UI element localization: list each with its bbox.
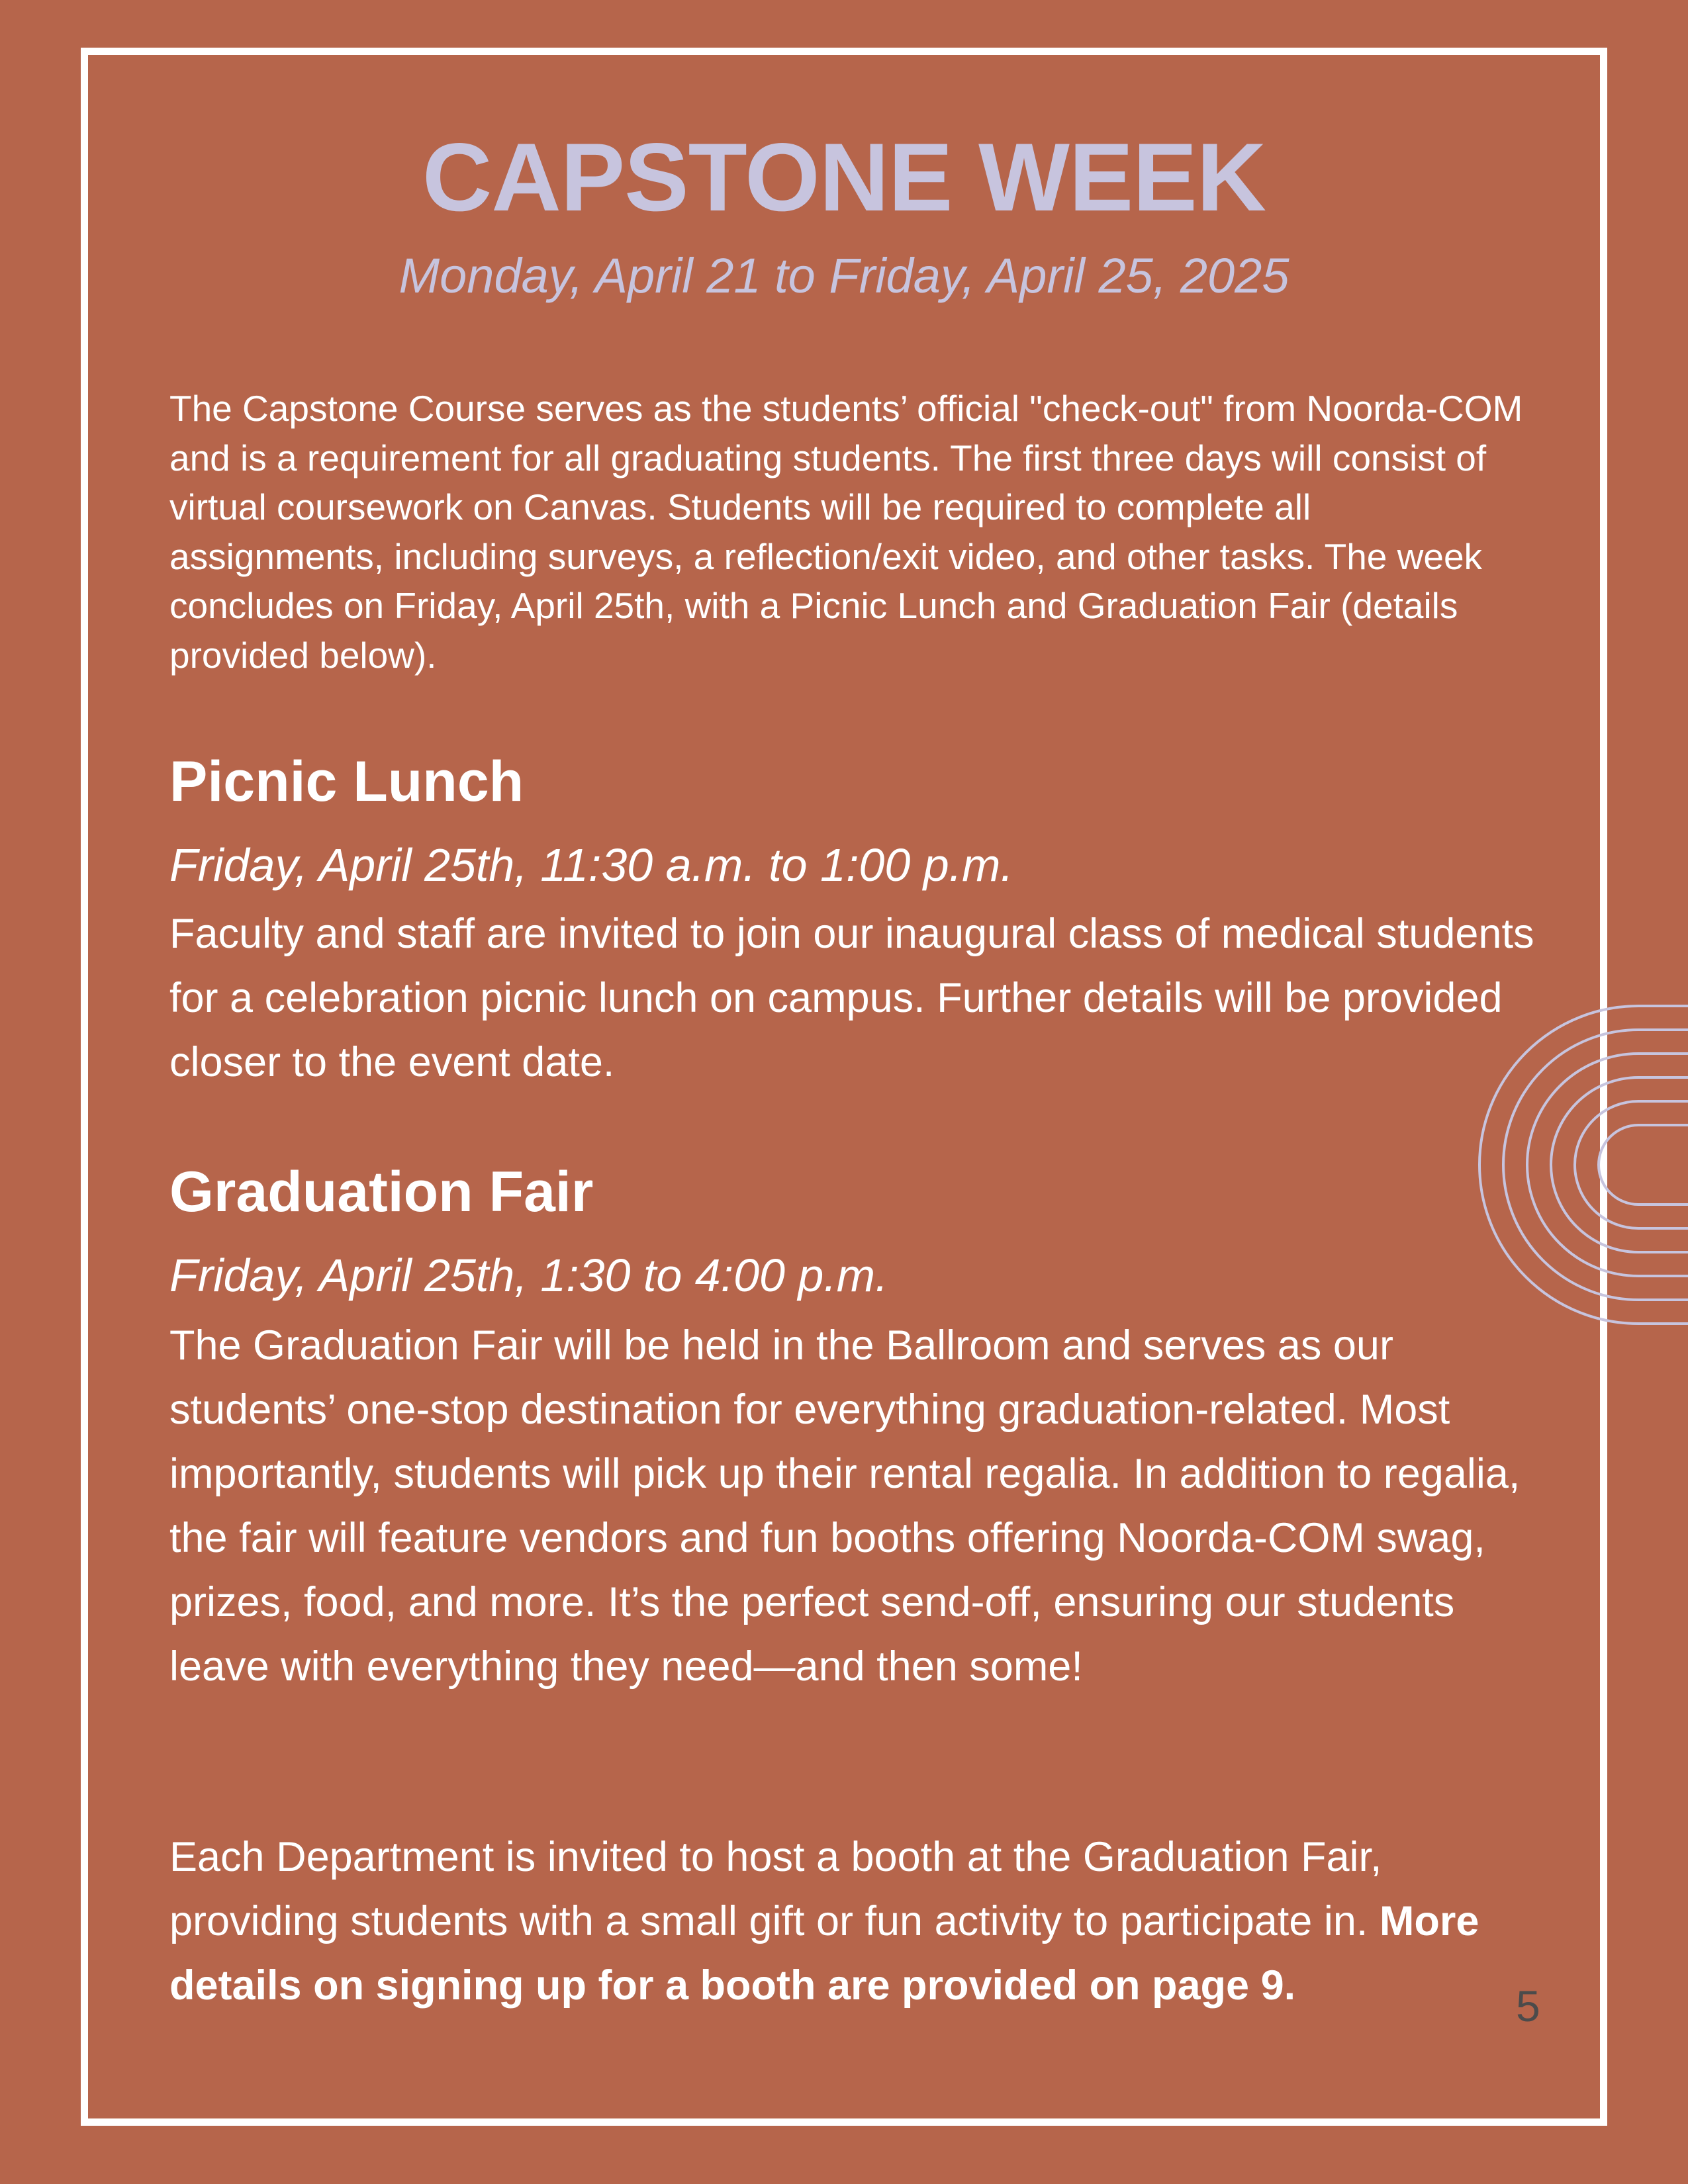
date-range: Monday, April 21 to Friday, April 25, 2025: [399, 248, 1289, 303]
booth-signup-note: More details on signing up for a booth are provided on page 9.: [169, 1898, 1479, 2009]
concentric-arcs-decoration-icon: [1476, 999, 1688, 1330]
graduation-fair-heading: Graduation Fair: [169, 1160, 594, 1224]
page-title: CAPSTONE WEEK: [422, 123, 1266, 231]
graduation-fair-time: Friday, April 25th, 1:30 to 4:00 p.m.: [169, 1250, 888, 1301]
page-number: 5: [1516, 1981, 1540, 2030]
graduation-fair-description: The Graduation Fair will be held in the Ballroom and serves as our students’ one-stop destination for everything graduation-related. Most importantly, students will pick up their rental regalia. In addition to regalia, the fair will feature vendors and fun booths offering Noorda-COM swag, prizes, food, and more. It’s the perfect send-off, ensuring our students leave with everything they need—and then some!: [169, 1322, 1521, 1690]
intro-paragraph: The Capstone Course serves as the students’ official "check-out" from Noorda-COM and is a requirement for all graduating students. The first three days will consist of virtual coursework on Canvas. Students will be required to complete all assignments, including surveys, a reflection/exit video, and other tasks. The week concludes on Friday, April 25th, with a Picnic Lunch and Graduation Fair (details provided below).: [169, 388, 1523, 676]
booth-invitation-text: Each Department is invited to host a booth at the Graduation Fair, providing students with a small gift or fun activity to participate in.: [169, 1834, 1382, 1944]
picnic-lunch-time: Friday, April 25th, 11:30 a.m. to 1:00 p.m.: [169, 839, 1013, 891]
picnic-lunch-heading: Picnic Lunch: [169, 750, 524, 813]
picnic-lunch-description: Faculty and staff are invited to join our inaugural class of medical students for a celebration picnic lunch on campus. Further details will be provided closer to the event date.: [169, 911, 1534, 1085]
booth-invitation: [169, 1825, 1540, 2018]
